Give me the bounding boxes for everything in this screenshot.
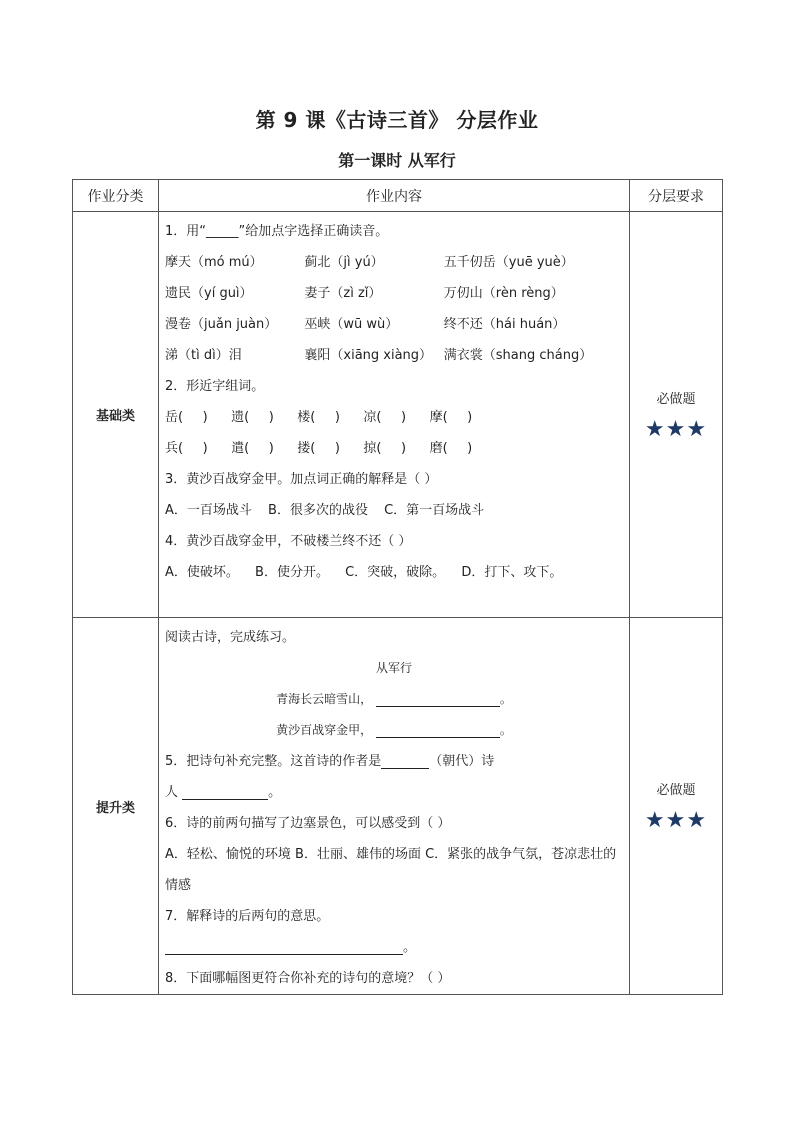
fill-blank[interactable] [376,692,500,707]
pinyin-item: 涕（tì dì）泪 [165,348,242,363]
option: A．使破坏。 [165,565,239,580]
word-pair: 磨( ) [429,441,473,456]
pinyin-item: 襄阳（xiāng xiàng） [304,348,433,363]
pinyin-row [165,309,623,340]
pinyin-item: 妻子（zì zǐ） [304,286,382,301]
question-5-cont [165,777,623,808]
poem-text: 青海长云暗雪山， [276,692,373,706]
question-5 [165,746,623,777]
pinyin-item: 摩天（mó mú） [165,255,263,270]
question-3: 3．黄沙百战穿金甲。加点词正确的解释是（ ） [165,472,438,487]
poem-text: 黄沙百战穿金甲， [276,723,373,737]
word-pair-row [165,402,623,433]
pinyin-row [165,278,623,309]
word-pair: 兵( ) [165,441,208,456]
header-content: 作业内容 [159,180,630,212]
word-pair: 摩( ) [429,410,473,425]
header-requirement: 分层要求 [630,180,723,212]
option: D．打下、攻下。 [461,565,563,580]
question-3-options [165,495,623,526]
poem-title: 从军行 [375,661,412,675]
pinyin-item: 终不还（hái huán） [443,317,566,332]
category-advanced: 提升类 [73,618,159,995]
homework-table [72,179,723,995]
word-pair: 楼( ) [297,410,340,425]
question-2: 2．形近字组词。 [165,379,265,394]
requirement-advanced [630,618,723,995]
fill-blank[interactable] [381,754,429,769]
question-4: 4．黄沙百战穿金甲，不破楼兰终不还（ ） [165,534,412,549]
question-4-options [165,557,623,588]
table-header-row [73,180,723,212]
option: B．很多次的战役 [268,503,368,518]
question-8: 8．下面哪幅图更符合你补充的诗句的意境？（ ） [165,971,451,986]
word-pair: 遣( ) [231,441,274,456]
table-row-basic [73,212,723,618]
question-text: 5．把诗句补充完整。这首诗的作者是 [165,754,382,769]
fill-blank[interactable] [376,723,500,738]
punctuation: 。 [403,940,417,955]
option: B．使分开。 [255,565,329,580]
fill-blank[interactable] [182,785,268,800]
punctuation: 。 [499,692,512,706]
option: C．突破，破除。 [345,565,446,580]
punctuation: 。 [499,723,512,737]
word-pair: 遗( ) [231,410,274,425]
question-text: （朝代）诗 [429,754,495,769]
star-rating-icon: ★★★ [644,808,708,833]
star-rating-icon: ★★★ [644,416,708,442]
pinyin-row [165,340,623,371]
reading-intro: 阅读古诗，完成练习。 [165,630,296,645]
requirement-basic [630,212,723,618]
poem-line-1 [165,684,623,715]
requirement-label: 必做题 [656,391,696,407]
pinyin-item: 巫峡（wū wù） [304,317,399,332]
option: C．第一百场战斗 [384,503,485,518]
word-pair: 凉( ) [363,410,407,425]
word-pair: 搂( ) [297,441,340,456]
question-7: 7．解释诗的后两句的意思。 [165,909,330,924]
question-6-options: A．轻松、愉悦的环境 B．壮丽、雄伟的场面 C．紧张的战争气氛，苍凉悲壮的情感 [165,847,617,893]
pinyin-item: 漫卷（juǎn juàn） [165,317,278,332]
table-row-advanced [73,618,723,995]
word-pair: 岳( ) [165,410,208,425]
option: A．一百场战斗 [165,503,252,518]
pinyin-item: 万仞山（rèn rèng） [443,286,564,301]
pinyin-row [165,247,623,278]
page-title: 第 9 课《古诗三首》 分层作业 [255,108,539,132]
question-1: 1．用“_____”给加点字选择正确读音。 [165,224,389,239]
pinyin-item: 遗民（yí guì） [165,286,253,301]
content-advanced [159,618,630,995]
pinyin-item: 蓟北（jì yú） [304,255,384,270]
question-text: 人 [165,785,179,800]
answer-line [165,932,623,963]
fill-blank[interactable] [165,940,403,955]
word-pair-row [165,433,623,464]
pinyin-item: 五千仞岳（yuē yuè） [443,255,574,270]
header-category: 作业分类 [73,180,159,212]
requirement-label: 必做题 [656,783,696,798]
punctuation: 。 [268,785,282,800]
pinyin-item: 满衣裳（shang cháng） [443,348,593,363]
question-6: 6．诗的前两句描写了边塞景色，可以感受到（ ） [165,816,451,831]
poem-line-2 [165,715,623,746]
page-subtitle: 第一课时 从军行 [338,151,456,170]
word-pair: 掠( ) [363,441,407,456]
category-basic: 基础类 [73,212,159,618]
content-basic [159,212,630,618]
